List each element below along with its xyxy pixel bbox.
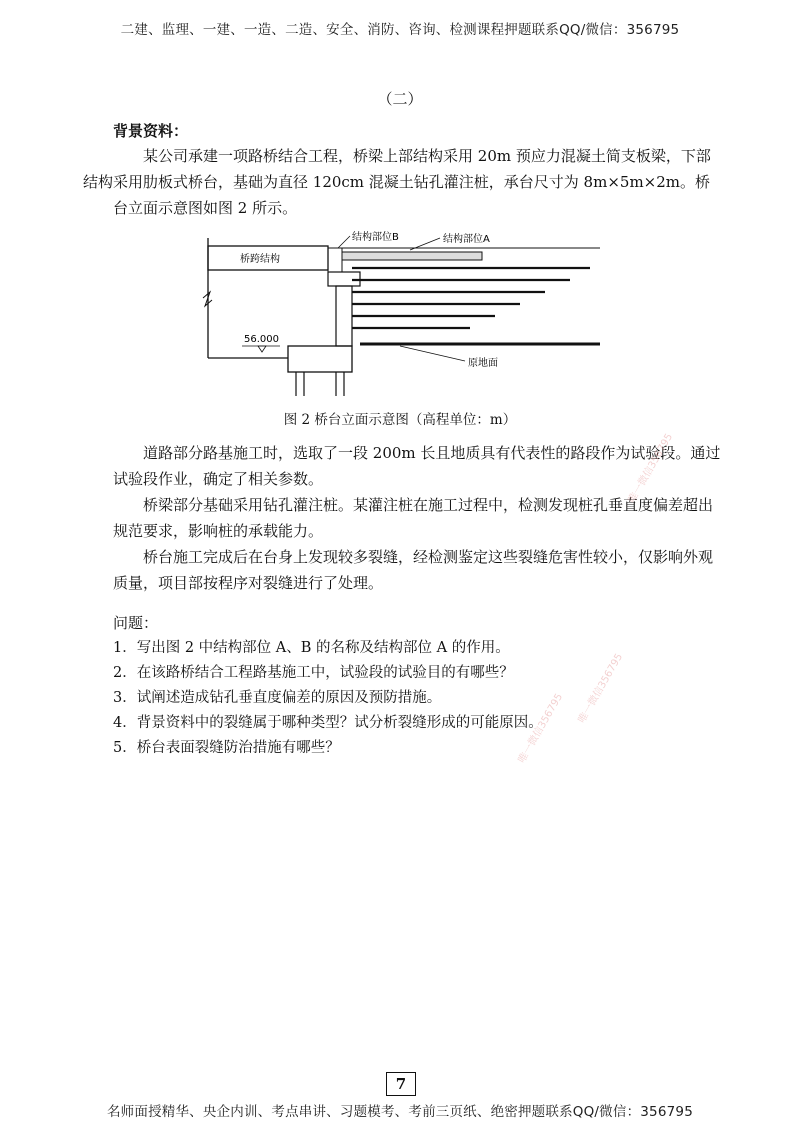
question-3: 3．试阐述造成钻孔垂直度偏差的原因及预防措施。 bbox=[113, 690, 442, 706]
abutment-rib bbox=[336, 286, 352, 346]
question-4: 4．背景资料中的裂缝属于哪种类型？试分析裂缝形成的可能原因。 bbox=[113, 715, 543, 731]
background-label: 背景资料： bbox=[113, 122, 189, 140]
watermark: 唯一微信356795 bbox=[516, 691, 566, 766]
question-1: 1．写出图 2 中结构部位 A、B 的名称及结构部位 A 的作用。 bbox=[113, 640, 510, 656]
pile-cap bbox=[288, 346, 352, 372]
watermark: 唯一微信356795 bbox=[576, 651, 626, 726]
abutment-elevation-figure bbox=[200, 226, 610, 406]
footer-contact: 名师面授精华、央企内训、考点串讲、习题模考、考前三页纸、绝密押题联系QQ/微信：356795 bbox=[106, 1104, 694, 1120]
break-mark bbox=[203, 292, 212, 306]
background-paragraph-1: 某公司承建一项路桥结合工程，桥梁上部结构采用 20m 预应力混凝土简支板梁，下部 结构采用肋板式桥台，基础为直径 120cm 混凝土钻孔灌注桩，承台尺寸为 8m×5m×2m。桥 台立面示意图如图 2 所示。 bbox=[83, 147, 711, 217]
label-elevation: 56.000 bbox=[244, 334, 279, 345]
background-paragraph-3: 桥梁部分基础采用钻孔灌注桩。某灌注桩在施工过程中，检测发现桩孔垂直度偏差超出 规范要求，影响桩的承载能力。 bbox=[113, 496, 714, 540]
elevation-marker bbox=[258, 346, 266, 352]
questions-label: 问题： bbox=[113, 614, 159, 632]
question-5: 5．桥台表面裂缝防治措施有哪些？ bbox=[113, 740, 340, 756]
header-contact: 二建、监理、一建、一造、二造、安全、消防、咨询、检测课程押题联系QQ/微信：356795 bbox=[120, 22, 680, 38]
structure-part-a bbox=[342, 252, 482, 260]
watermark: 唯一微信356795 bbox=[626, 431, 676, 506]
section-title: （二） bbox=[377, 90, 423, 108]
page-number: 7 bbox=[386, 1072, 416, 1096]
background-paragraph-4: 桥台施工完成后在台身上发现较多裂缝，经检测鉴定这些裂缝危害性较小，仅影响外观 质量，项目部按程序对裂缝进行了处理。 bbox=[113, 548, 714, 592]
label-part-a: 结构部位A bbox=[443, 234, 490, 245]
stepped-fill bbox=[352, 268, 590, 328]
label-original-ground: 原地面 bbox=[468, 358, 498, 369]
structure-part-b bbox=[328, 248, 342, 272]
piles bbox=[296, 372, 344, 396]
background-paragraph-2: 道路部分路基施工时，选取了一段 200m 长且地质具有代表性的路段作为试验段。通过 试验段作业，确定了相关参数。 bbox=[113, 444, 721, 488]
label-bridge-span: 桥跨结构 bbox=[240, 254, 280, 265]
question-2: 2．在该路桥结合工程路基施工中，试验段的试验目的有哪些？ bbox=[113, 665, 514, 681]
figure-caption: 图 2 桥台立面示意图（高程单位：m） bbox=[283, 412, 517, 428]
label-part-b: 结构部位B bbox=[352, 232, 399, 243]
